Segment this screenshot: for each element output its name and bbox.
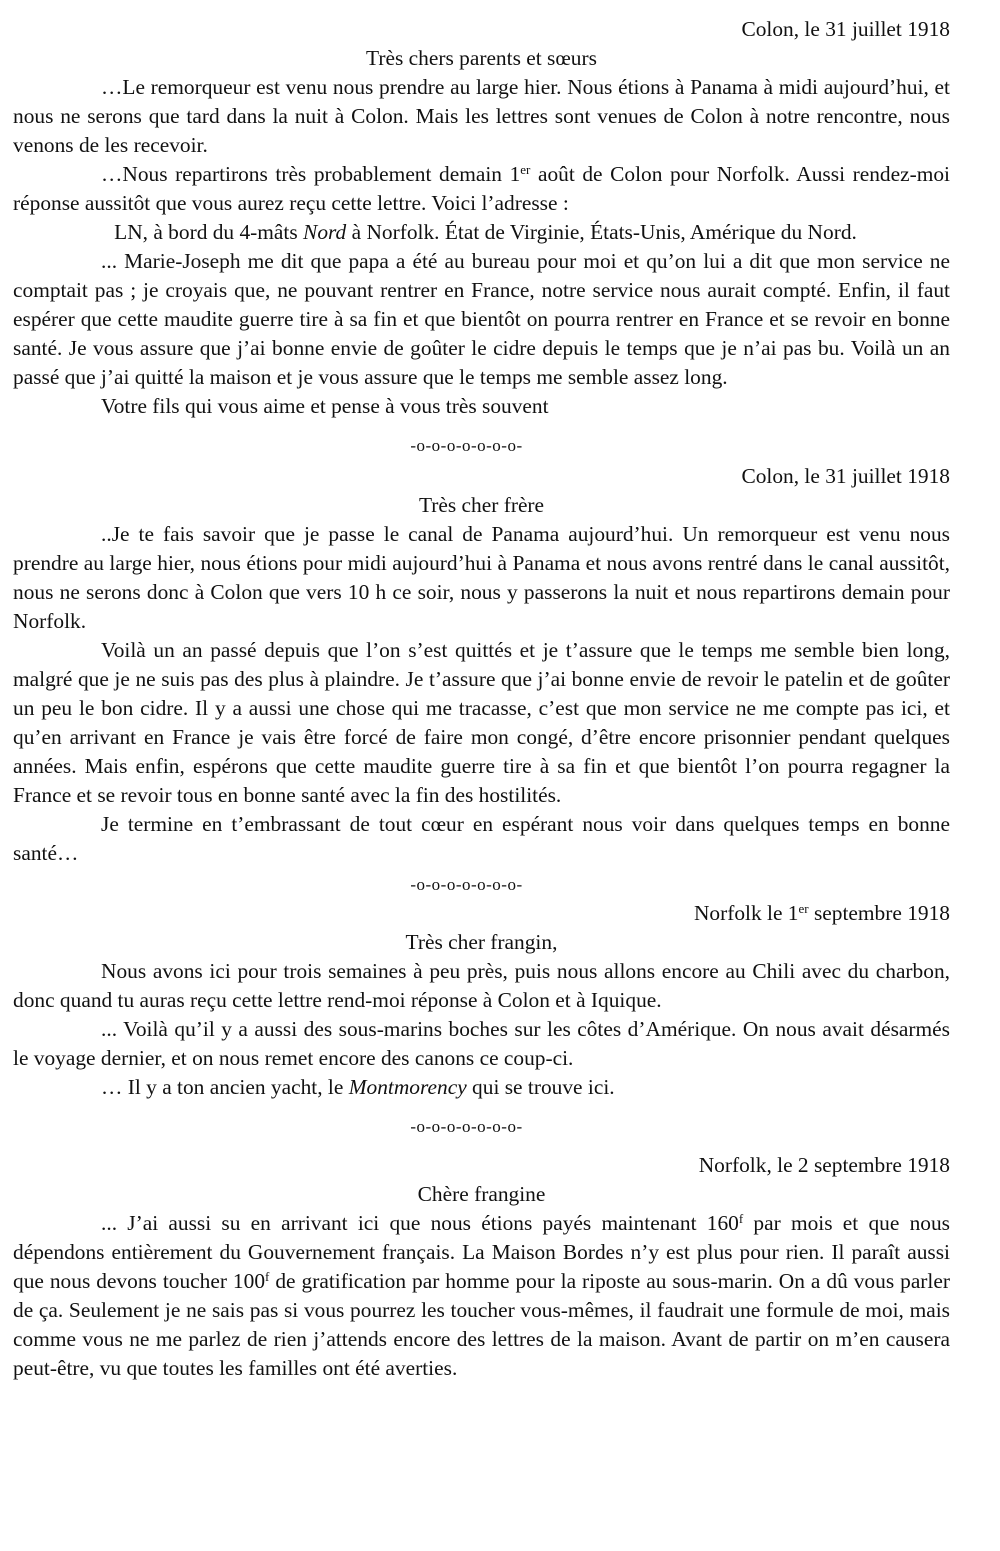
text-run: ... J’ai aussi su en arrivant ici que nous étions payés maintenant 160 — [101, 1211, 739, 1235]
letter-brother — [13, 462, 950, 868]
letter-parents — [13, 15, 950, 421]
letter-paragraph: Voilà un an passé depuis que l’on s’est quittés et je t’assure que le temps me semble bien long, malgré que je ne suis pas des plus à plaindre. Je t’assure que j’ai bonne envie de revoir le patelin et de goûter un peu le bon cidre. Il y a aussi une chose qui me tracasse, c’est que mon service ne me compte pas ici, et qu’en arrivant en France je vais être forcé de faire mon congé, d’être encore prisonnier pendant quelques années. Mais enfin, espérons que cette maudite guerre tire à sa fin et que bientôt l’on pourra regagner la France et se revoir tous en bonne santé avec la fin des hostilités. — [13, 638, 950, 807]
text-run: LN, à bord du 4-mâts — [114, 220, 304, 244]
superscript: er — [520, 162, 531, 177]
superscript: er — [798, 901, 809, 916]
superscript: f — [265, 1269, 270, 1284]
text-run: qui se trouve ici. — [466, 1075, 615, 1099]
letter-paragraph: ... Voilà qu’il y a aussi des sous-marins boches sur les côtes d’Amérique. On nous avait désarmés le voyage dernier, et on nous remet encore des canons ce coup-ci. — [13, 1017, 950, 1070]
text-run: août de Colon pour Norfolk. Aussi rendez-moi réponse aussitôt que vous aurez reçu cette lettre. Voici l’adresse : — [13, 162, 950, 215]
letter-salutation: Chère frangine — [417, 1182, 546, 1206]
letter-paragraph: Je termine en t’embrassant de tout cœur en espérant nous voir dans quelques temps en bonne santé… — [13, 812, 950, 865]
letter-date — [13, 899, 950, 928]
separator: -o-o-o-o-o-o-o- — [410, 875, 523, 894]
separator: -o-o-o-o-o-o-o- — [410, 1117, 523, 1136]
yacht-name: Montmorency — [348, 1075, 467, 1099]
letter-closing: Votre fils qui vous aime et pense à vous très souvent — [101, 394, 549, 418]
letter-paragraph: ..Je te fais savoir que je passe le canal de Panama aujourd’hui. Un remorqueur est venu nous prendre au large hier, nous étions pour midi aujourd’hui à Panama et nous avons rentré dans le canal aussitôt, nous ne serons donc à Colon que vers 10 h ce soir, nous y passerons la nuit et nous repartirons demain pour Norfolk. — [13, 522, 950, 633]
text-run: … Il y a ton ancien yacht, le — [101, 1075, 349, 1099]
ship-name: Nord — [303, 220, 347, 244]
text-run: …Nous repartirons très probablement demain 1 — [101, 162, 521, 186]
text-run: septembre 1918 — [808, 901, 950, 925]
letter-address — [21, 218, 950, 247]
letter-frangin — [13, 899, 950, 1102]
separator: -o-o-o-o-o-o-o- — [410, 436, 523, 455]
letter-salutation: Très cher frangin, — [405, 930, 558, 954]
letter-salutation: Très chers parents et sœurs — [366, 46, 597, 70]
text-run: de gratification par homme pour la riposte au sous-marin. On a dû vous parler de ça. Seulement je ne sais pas si vous pourrez les toucher vous-mêmes, il faudrait une formule de moi, mais comme vous ne me parlez de rien j’attends encore des lettres de la maison. Avant de partir on m’en causera peut-être, vu que toutes les familles ont été averties. — [13, 1269, 950, 1380]
text-run: à Norfolk. État de Virginie, États-Unis, Amérique du Nord. — [346, 220, 857, 244]
letter-salutation: Très cher frère — [418, 493, 545, 517]
superscript: f — [738, 1211, 744, 1226]
letter-date: Colon, le 31 juillet 1918 — [741, 464, 950, 488]
letter-paragraph: …Le remorqueur est venu nous prendre au large hier. Nous étions à Panama à midi aujourd’hui, et nous ne serons que tard dans la nuit à Colon. Mais les lettres sont venues de Colon à notre rencontre, nous venons de les recevoir. — [13, 75, 950, 157]
letter-paragraph: Nous avons ici pour trois semaines à peu près, puis nous allons encore au Chili avec du charbon, donc quand tu auras reçu cette lettre rend-moi réponse à Colon et à Iquique. — [13, 959, 950, 1012]
text-run: par mois et que nous dépendons entièrement du Gouvernement français. La Maison Bordes n’y est plus pour rien. Il paraît aussi que nous devons toucher 100 — [13, 1211, 951, 1293]
letter-paragraph — [13, 1073, 950, 1102]
text-run: Norfolk le 1 — [693, 901, 799, 925]
letter-date: Norfolk, le 2 septembre 1918 — [698, 1153, 950, 1177]
letter-date: Colon, le 31 juillet 1918 — [741, 17, 950, 41]
letter-frangine — [13, 1151, 950, 1383]
letter-paragraph — [13, 160, 950, 218]
letter-paragraph: ... Marie-Joseph me dit que papa a été au bureau pour moi et qu’on lui a dit que mon service ne comptait pas ; je croyais que, ne pouvant rentrer en France, notre service nous aurait compté. Enfin, il faut espérer que cette maudite guerre tire à sa fin et que bientôt on pourra rentrer en France et se revoir en bonne santé. Je vous assure que j’ai bonne envie de goûter le cidre depuis le temps que je n’ai pas bu. Voilà un an passé que j’ai quitté la maison et je vous assure que le temps me semble assez long. — [13, 249, 950, 389]
letter-paragraph — [13, 1209, 950, 1383]
